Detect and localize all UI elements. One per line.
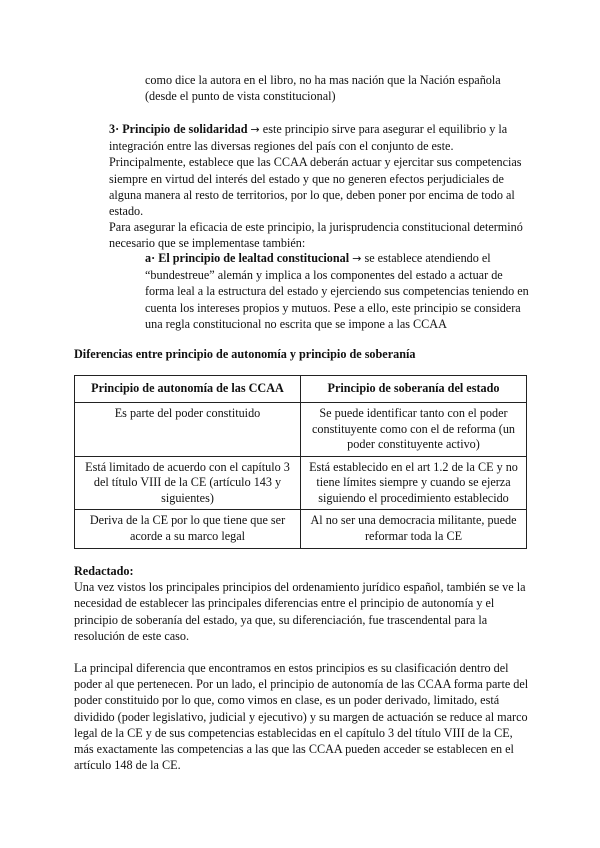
- table-header: Principio de autonomía de las CCAA: [75, 376, 301, 403]
- principle-3-title: 3· Principio de solidaridad: [109, 122, 248, 136]
- differences-heading: Diferencias entre principio de autonomía y principio de soberanía: [74, 347, 416, 361]
- table-cell: Es parte del poder constituido: [75, 403, 301, 457]
- table-cell: Está establecido en el art 1.2 de la CE y no tiene límites siempre y cuando se ejerza siguiendo el procedimiento establecido: [301, 456, 527, 510]
- table-cell: Se puede identificar tanto con el poder constituyente como con el de reforma (un poder constituyente activo): [301, 403, 527, 457]
- subprinciple-title: a· El principio de lealtad constitucional: [145, 251, 350, 265]
- table-cell: Al no ser una democracia militante, puede reformar toda la CE: [301, 510, 527, 549]
- redactado-paragraph-1: Una vez vistos los principales principios del ordenamiento jurídico español, también se ve la necesidad de establecer las principales diferencias entre el principio de autonomía y el principio de soberanía del estado, ya que, su diferenciación, fue trascendental para la resolución de este caso.: [74, 580, 526, 643]
- principle-3-detail: Principalmente, establece que las CCAA deberán actuar y ejercitar sus competencias siempre en virtud del interés del estado y que no generen efectos perjudiciales de alguna manera al resto de territorios, por lo que, deben poner por encima de todo al estado.: [109, 155, 522, 219]
- subprinciple-paragraph: [145, 250, 530, 332]
- subprinciple-text: se establece atendiendo el “bundestreue” alemán y implica a los componentes del estado a actuar de forma leal a la estructura del estado y ejerciendo sus competencias teniendo en cuenta los intereses propios y mutuos. Pese a ello, este principio se considera una regla constitucional no escrita que se impone a las CCAA: [145, 251, 529, 331]
- redactado-section: [74, 563, 534, 773]
- table-row: [75, 456, 527, 510]
- arrow-right-icon: →: [250, 123, 260, 136]
- principle-3-paragraph: [109, 121, 529, 154]
- table-row: [75, 510, 527, 549]
- table-header-row: [75, 376, 527, 403]
- table-cell: Está limitado de acuerdo con el capítulo 3 del título VIII de la CE (artículo 143 y siguientes): [75, 456, 301, 510]
- table-row: [75, 403, 527, 457]
- arrow-right-icon: →: [352, 252, 362, 265]
- intro-paragraph: como dice la autora en el libro, no ha mas nación que la Nación española (desde el punto de vista constitucional): [145, 73, 501, 104]
- table-cell: Deriva de la CE por lo que tiene que ser acorde a su marco legal: [75, 510, 301, 549]
- table-header: Principio de soberanía del estado: [301, 376, 527, 403]
- redactado-heading: Redactado:: [74, 564, 134, 578]
- subprinciple-section: [145, 250, 530, 332]
- comparison-table: [74, 375, 527, 549]
- principle-3-text: este principio sirve para asegurar el equilibrio y la integración entre las diversas regiones del país con el conjunto de este.: [109, 122, 508, 154]
- principle-3-section: [109, 121, 529, 252]
- redactado-paragraph-2: La principal diferencia que encontramos en estos principios es su clasificación dentro del poder al que pertenecen. Por un lado, el principio de autonomía de las CCAA forma parte del poder constituido por lo que, como vimos en clase, es un poder derivado, limitado, está dividido (poder legislativo, judicial y ejecutivo) y su margen de actuación se reduce al marco legal de la CE y de sus competencias establecidas en el capítulo 3 del título VIII de la CE, más exactamente las competencias a las que las CCAA pueden acceder se establecen en el artículo 148 de la CE.: [74, 661, 529, 773]
- principle-3-requirement: Para asegurar la eficacia de este principio, la jurisprudencia constitucional determinó necesario que se implementase también:: [109, 220, 523, 251]
